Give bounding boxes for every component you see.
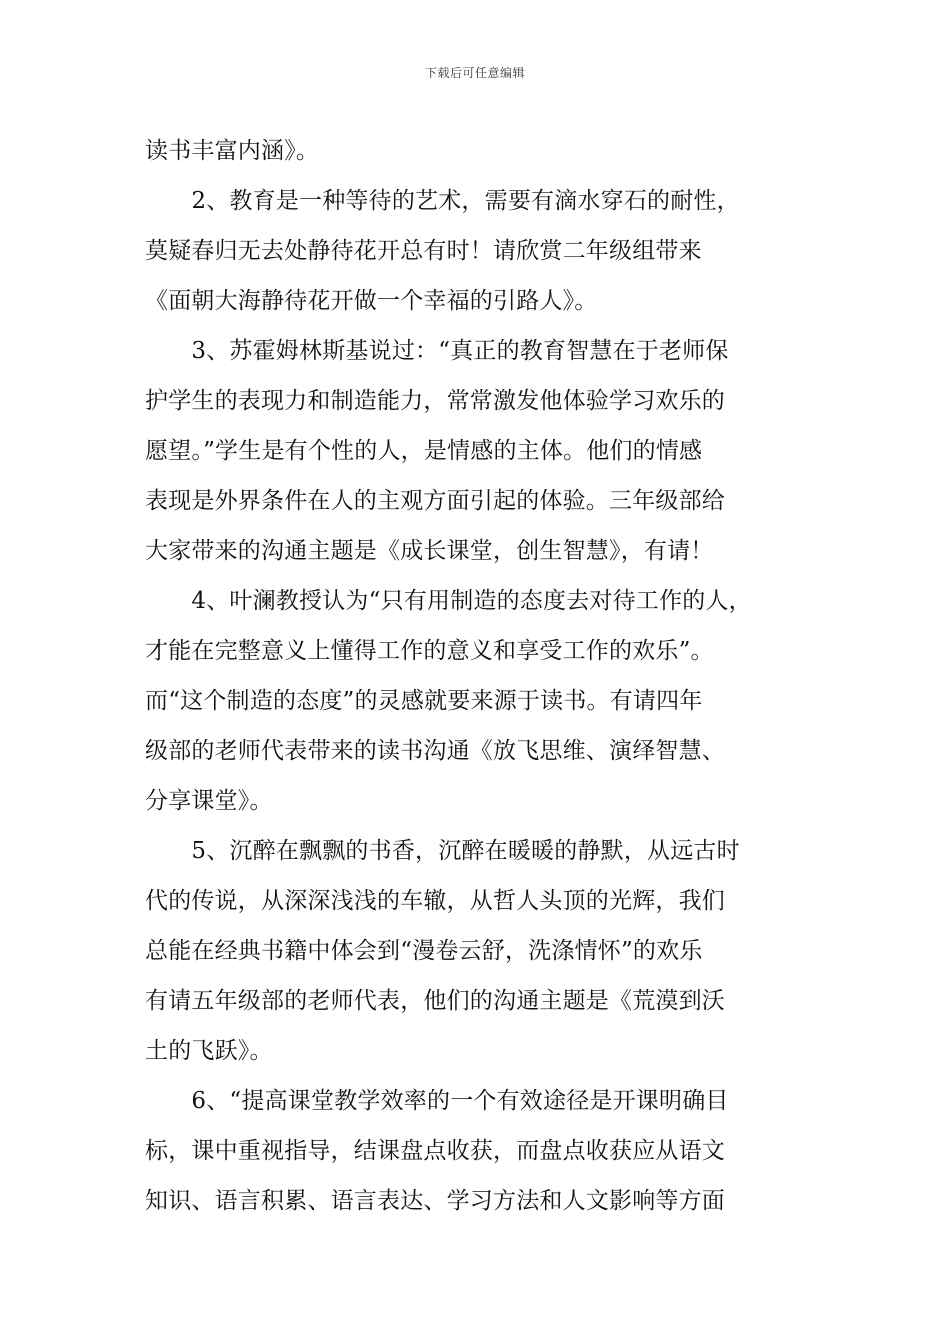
text-line: 大家带来的沟通主题是《成长课堂，创生智慧》，有请！: [145, 538, 714, 564]
text-line: 分享课堂》。: [145, 788, 273, 814]
text-line: 有请五年级部的老师代表，他们的沟通主题是《荒漠到沃: [145, 988, 725, 1014]
text-line: 土的飞跃》。: [145, 1038, 273, 1064]
text-line: 代的传说，从深深浅浅的车辙，从哲人头顶的光辉，我们: [145, 888, 725, 914]
text-line: 才能在完整意义上懂得工作的意义和享受工作的欢乐”。: [145, 638, 714, 664]
text-line: 而“这个制造的态度”的灵感就要来源于读书。有请四年: [145, 688, 703, 714]
text-line: 表现是外界条件在人的主观方面引起的体验。三年级部给: [145, 488, 725, 514]
text-line: 莫疑春归无去处静待花开总有时！请欣赏二年级组带来: [145, 238, 702, 264]
text-line: 3、苏霍姆林斯基说过：“真正的教育智慧在于老师保: [145, 338, 729, 364]
body-text: [145, 126, 807, 1226]
text-line: 知识、语言积累、语言表达、学习方法和人文影响等方面: [145, 1188, 725, 1214]
page-header: 下载后可任意编辑: [424, 66, 525, 80]
text-line: 2、教育是一种等待的艺术，需要有滴水穿石的耐性，: [145, 188, 740, 214]
text-line: 愿望。”学生是有个性的人，是情感的主体。他们的情感: [145, 438, 703, 464]
text-line: 总能在经典书籍中体会到“漫卷云舒，洗涤情怀”的欢乐: [145, 938, 703, 964]
text-line: 5、沉醉在飘飘的书香，沉醉在暖暖的静默，从远古时: [145, 838, 740, 864]
text-line: 《面朝大海静待花开做一个幸福的引路人》。: [145, 288, 598, 314]
text-line: 读书丰富内涵》。: [145, 138, 320, 164]
text-line: 级部的老师代表带来的读书沟通《放飞思维、演绎智慧、: [145, 738, 725, 764]
text-line: 标，课中重视指导，结课盘点收获，而盘点收获应从语文: [145, 1138, 725, 1164]
text-line: 4、叶澜教授认为“只有用制造的态度去对待工作的人，: [145, 588, 752, 614]
text-line: 6、“提高课堂教学效率的一个有效途径是开课明确目: [145, 1088, 729, 1114]
text-line: 护学生的表现力和制造能力，常常激发他体验学习欢乐的: [145, 388, 725, 414]
